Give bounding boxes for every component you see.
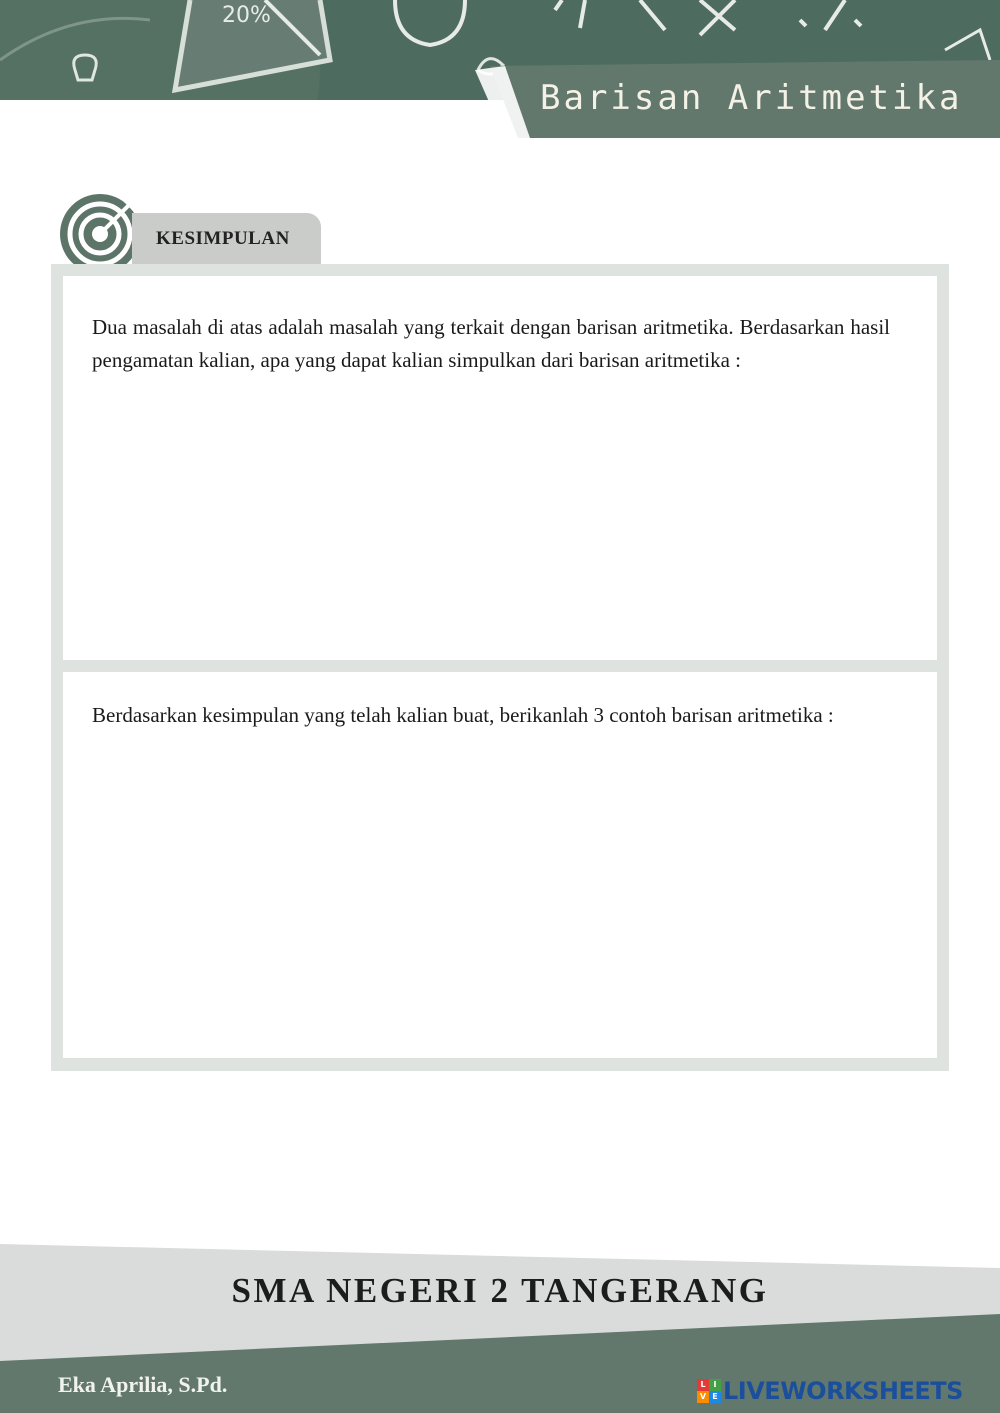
liveworksheets-logo-icon: L I V E [697, 1379, 721, 1403]
page-title: Barisan Aritmetika [540, 78, 963, 118]
author-name: Eka Aprilia, S.Pd. [58, 1372, 228, 1397]
panel-prompt: Dua masalah di atas adalah masalah yang terkait dengan barisan aritmetika. Berdasarkan hasil pengamatan kalian, apa yang dapat kalian simpulkan dari barisan aritmetika : [92, 315, 890, 372]
title-banner [0, 0, 1000, 140]
section-tab [132, 213, 321, 265]
answer-panel-conclusion[interactable] [63, 276, 937, 660]
liveworksheets-brand[interactable] [697, 1376, 963, 1406]
answer-panel-examples[interactable] [63, 672, 937, 1058]
section-label: KESIMPULAN [156, 228, 290, 249]
brand-text: LIVEWORKSHEETS [723, 1377, 963, 1405]
svg-text:20%: 20% [222, 3, 271, 28]
school-name: SMA NEGERI 2 TANGERANG [231, 1271, 769, 1310]
panel-prompt: Berdasarkan kesimpulan yang telah kalian buat, berikanlah 3 contoh barisan aritmetika : [92, 703, 834, 727]
content-frame [51, 264, 949, 1071]
